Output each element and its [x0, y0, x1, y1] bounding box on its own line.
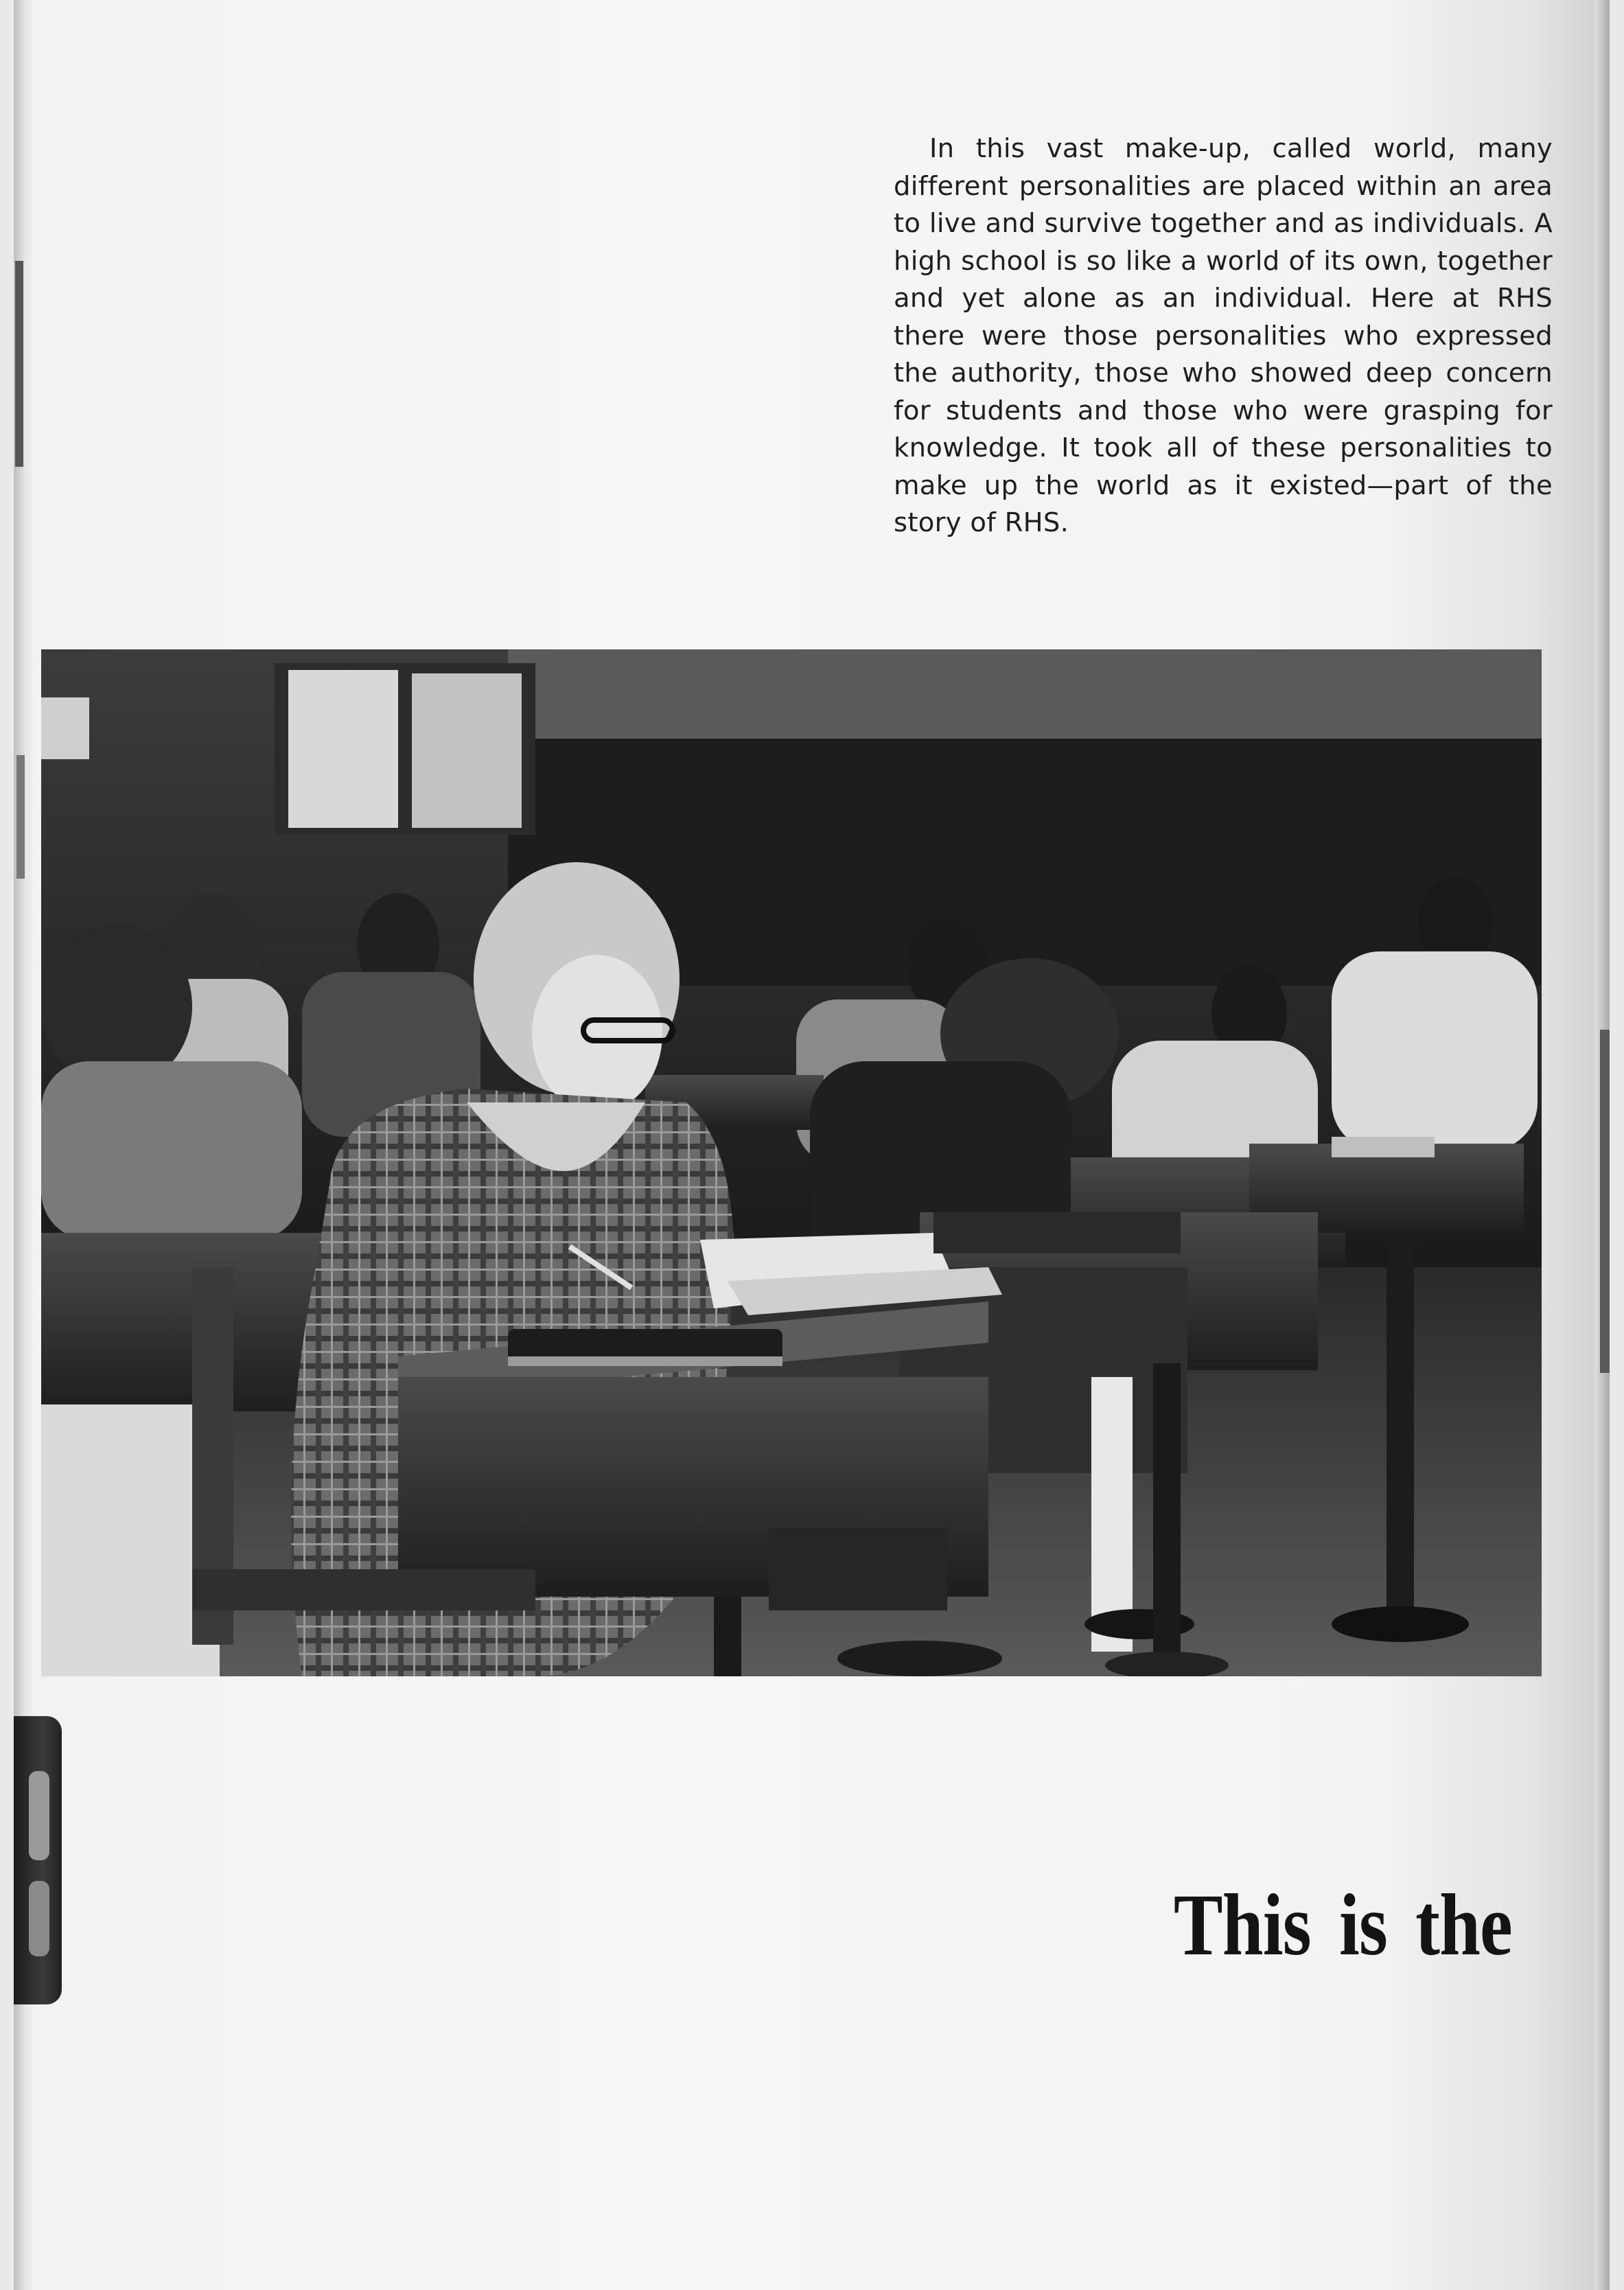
binding-shadow [15, 261, 23, 467]
yearbook-page [14, 0, 1610, 2290]
binding-shadow [16, 755, 25, 879]
classroom-photo-illustration [41, 649, 1542, 1676]
intro-paragraph: In this vast make-up, called world, many different personalities are placed within an area to live and survive together and as individuals. A high school is so like a world of its own, together and yet alone as an individual. Here at RHS there were those personalities who expressed the authority, those who showed deep concern for students and those who were grasping for knowledge. It took all of these personalities to make up the world as it existed—part of the story of RHS. [894, 133, 1553, 538]
binder-clip [14, 1716, 62, 2004]
headline: This is the [1173, 1876, 1512, 1974]
classroom-photo [41, 649, 1542, 1676]
page-right-shadow [1600, 1030, 1610, 1373]
